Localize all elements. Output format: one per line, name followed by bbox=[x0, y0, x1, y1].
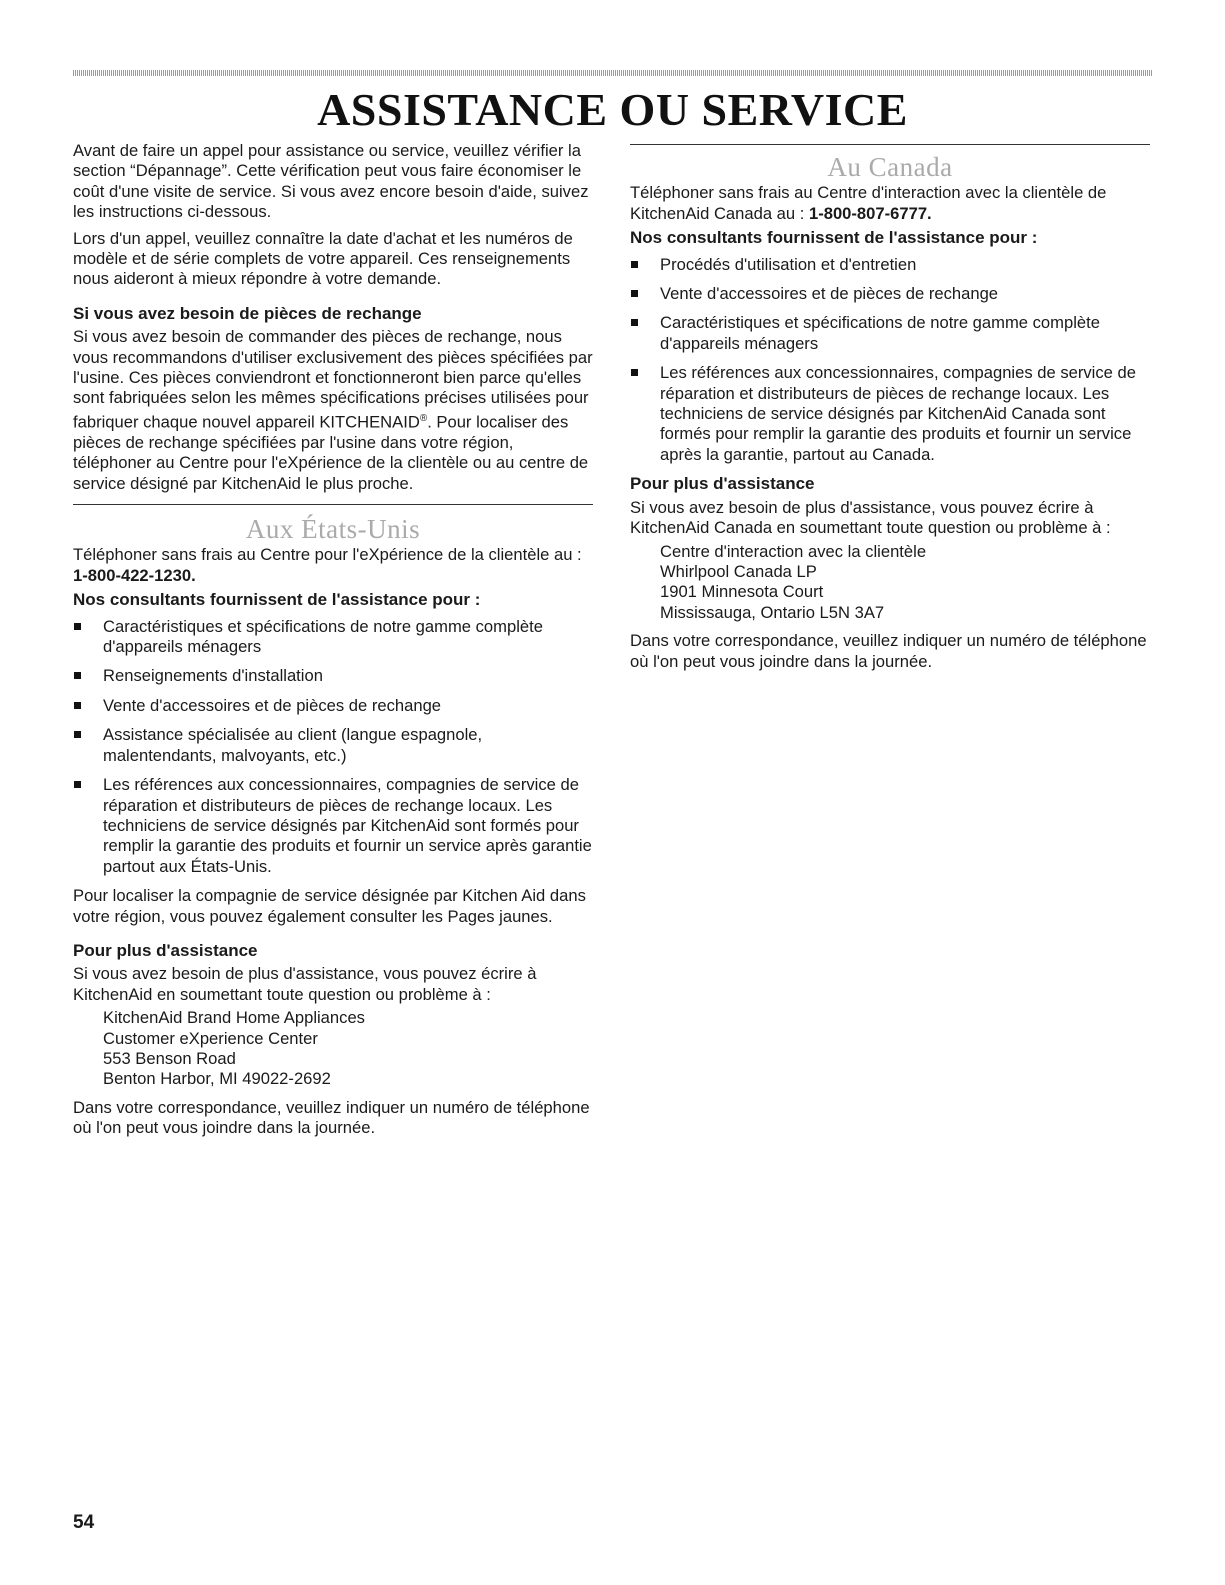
usa-phone-intro: Téléphoner sans frais au Centre pour l'eXpérience de la clientèle au : bbox=[73, 545, 582, 565]
canada-more-heading: Pour plus d'assistance bbox=[630, 474, 815, 494]
bullet-square-icon bbox=[631, 261, 638, 268]
canada-address-block bbox=[630, 542, 1150, 624]
parts-text-before: Si vous avez besoin de commander des pièces de rechange, nous vous recommandons d'utiliser exclusivement des pièces spécifiées par l'usine. Ces pièces conviendront et fonctionneront bien parce qu'elles sont fabriquées selon les mêmes spécifications précises utilisées pour fabriquer chaque nouvel appareil KITCHENAID bbox=[73, 327, 593, 432]
list-item bbox=[73, 617, 593, 658]
left-column bbox=[73, 141, 593, 1145]
bullet-square-icon bbox=[74, 781, 81, 788]
canada-section-rule bbox=[630, 144, 1150, 145]
usa-locate-paragraph: Pour localiser la compagnie de service désignée par Kitchen Aid dans votre région, vous pouvez également consulter les Pages jaunes. bbox=[73, 886, 586, 926]
bullet-square-icon bbox=[74, 702, 81, 709]
usa-section-rule bbox=[73, 504, 593, 505]
bullet-square-icon bbox=[74, 672, 81, 679]
usa-more-paragraph: Si vous avez besoin de plus d'assistance, vous pouvez écrire à KitchenAid en soumettant toute question ou problème à : bbox=[73, 964, 537, 1004]
page-title: ASSISTANCE OU SERVICE bbox=[317, 84, 908, 135]
list-item-text: Renseignements d'installation bbox=[103, 666, 323, 686]
list-item bbox=[73, 725, 593, 766]
list-item-text: Assistance spécialisée au client (langue espagnole, malentendants, malvoyants, etc.) bbox=[103, 725, 483, 765]
list-item bbox=[630, 313, 1150, 354]
canada-closing-paragraph: Dans votre correspondance, veuillez indiquer un numéro de téléphone où l'on peut vous joindre dans la journée. bbox=[630, 631, 1147, 671]
right-column bbox=[630, 144, 1150, 678]
usa-phone-number: 1-800-422-1230. bbox=[73, 565, 196, 585]
bullet-square-icon bbox=[631, 369, 638, 376]
address-line: Whirlpool Canada LP bbox=[660, 561, 817, 581]
list-item-text: Les références aux concessionnaires, compagnies de service de réparation et distributeurs de pièces de rechange locaux. Les techniciens de service désignés par KitchenAid sont formés pour remplir la garantie des produits et fournir un service après garantie partout aux États-Unis. bbox=[103, 775, 592, 876]
list-item-text: Les références aux concessionnaires, compagnies de service de réparation et distributeurs de pièces de rechange locaux. Les techniciens de service désignés par KitchenAid Canada sont formés pour remplir la garantie des produits et fournir un service après la garantie, partout au Canada. bbox=[660, 363, 1136, 464]
header-rule bbox=[73, 70, 1153, 76]
canada-consultants-heading: Nos consultants fournissent de l'assistance pour : bbox=[630, 228, 1038, 248]
list-item bbox=[73, 666, 593, 686]
address-line: Mississauga, Ontario L5N 3A7 bbox=[660, 602, 885, 622]
usa-address-block bbox=[73, 1008, 593, 1090]
parts-paragraph bbox=[73, 327, 593, 494]
bullet-square-icon bbox=[631, 319, 638, 326]
list-item-text: Caractéristiques et spécifications de notre gamme complète d'appareils ménagers bbox=[103, 616, 543, 657]
bullet-square-icon bbox=[74, 731, 81, 738]
list-item-text: Vente d'accessoires et de pièces de rechange bbox=[103, 695, 442, 715]
canada-section-title: Au Canada bbox=[827, 152, 953, 182]
canada-phone-line bbox=[630, 183, 1150, 224]
bullet-square-icon bbox=[631, 290, 638, 297]
list-item bbox=[630, 363, 1150, 465]
address-line: KitchenAid Brand Home Appliances bbox=[103, 1008, 365, 1028]
page-number: 54 bbox=[73, 1512, 95, 1533]
intro-paragraph-1: Avant de faire un appel pour assistance ou service, veuillez vérifier la section “Dépannage”. Cette vérification peut vous faire économiser le coût d'une visite de service. Si vous avez encore besoin d'aide, suivez les instructions ci-dessous. bbox=[73, 141, 589, 222]
usa-bullet-list bbox=[73, 617, 593, 877]
usa-section-title: Aux États-Unis bbox=[245, 514, 421, 545]
canada-phone-number: 1-800-807-6777. bbox=[808, 203, 932, 223]
registered-mark: ® bbox=[419, 412, 428, 424]
list-item bbox=[73, 696, 593, 716]
address-line: 1901 Minnesota Court bbox=[660, 582, 824, 602]
parts-text-after: . Pour localiser des pièces de rechange spécifiées par l'usine dans votre région, téléphoner au Centre pour l'eXpérience de la clientèle ou au centre de service désigné par KitchenAid le plus proche. bbox=[73, 412, 589, 493]
intro-paragraph-2: Lors d'un appel, veuillez connaître la date d'achat et les numéros de modèle et de série complets de votre appareil. Ces renseignements nous aideront à mieux répondre à votre demande. bbox=[73, 228, 573, 289]
canada-phone-intro: Téléphoner sans frais au Centre d'interaction avec la clientèle de KitchenAid Canada au : bbox=[630, 183, 1107, 223]
bullet-square-icon bbox=[74, 623, 81, 630]
list-item-text: Vente d'accessoires et de pièces de rechange bbox=[660, 284, 999, 304]
address-line: 553 Benson Road bbox=[103, 1048, 236, 1068]
usa-closing-paragraph: Dans votre correspondance, veuillez indiquer un numéro de téléphone où l'on peut vous joindre dans la journée. bbox=[73, 1097, 590, 1138]
list-item bbox=[73, 775, 593, 877]
list-item bbox=[630, 255, 1150, 275]
address-line: Centre d'interaction avec la clientèle bbox=[660, 541, 927, 561]
list-item-text: Caractéristiques et spécifications de notre gamme complète d'appareils ménagers bbox=[660, 313, 1100, 353]
address-line: Benton Harbor, MI 49022-2692 bbox=[103, 1069, 331, 1089]
usa-consultants-heading: Nos consultants fournissent de l'assistance pour : bbox=[73, 590, 481, 610]
usa-phone-line bbox=[73, 545, 593, 586]
parts-heading: Si vous avez besoin de pièces de rechange bbox=[73, 303, 422, 323]
list-item-text: Procédés d'utilisation et d'entretien bbox=[660, 254, 917, 274]
canada-bullet-list bbox=[630, 255, 1150, 466]
usa-more-heading: Pour plus d'assistance bbox=[73, 940, 258, 960]
address-line: Customer eXperience Center bbox=[103, 1028, 318, 1048]
canada-more-paragraph: Si vous avez besoin de plus d'assistance, vous pouvez écrire à KitchenAid Canada en soumettant toute question ou problème à : bbox=[630, 497, 1111, 538]
list-item bbox=[630, 284, 1150, 304]
